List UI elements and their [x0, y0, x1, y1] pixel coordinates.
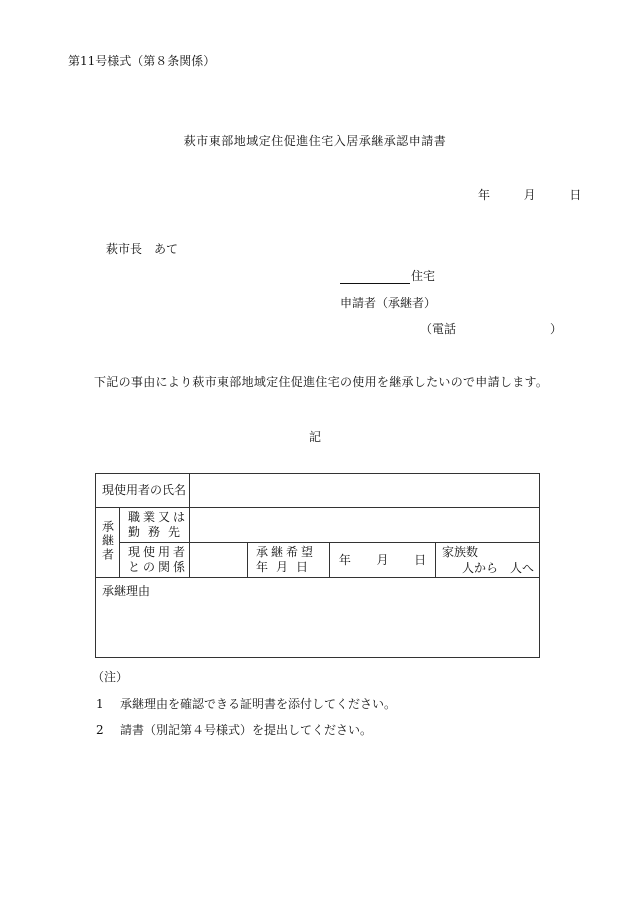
desired-line1: 承継希望 — [256, 545, 317, 559]
occupation-label — [120, 508, 190, 543]
phone-open: （電話 — [420, 322, 457, 336]
desired-line2: 年月日 — [256, 560, 317, 574]
family-count-label: 家族数 — [442, 545, 479, 559]
address-line — [340, 267, 435, 284]
current-user-name-label: 現使用者の氏名 — [96, 474, 190, 508]
family-count-field[interactable] — [436, 543, 540, 578]
addressee: 萩市長 あて — [106, 242, 179, 256]
note-text: 承継理由を確認できる証明書を添付してください。 — [120, 697, 397, 711]
phone-close: ） — [550, 322, 563, 336]
relation-line2: との関係 — [128, 560, 189, 574]
note-item — [96, 721, 372, 738]
desired-year: 年 — [338, 552, 351, 567]
date-day: 日 — [569, 188, 582, 202]
request-body-text: 下記の事由により萩市東部地域定住促進住宅の使用を継承したいので申請します。 — [94, 375, 549, 389]
note-number: 2 — [96, 723, 104, 737]
desired-day: 日 — [414, 552, 427, 567]
application-table — [95, 473, 540, 658]
successor-label — [96, 508, 120, 578]
note-text: 請書（別記第４号様式）を提出してください。 — [120, 723, 373, 737]
succession-reason-label: 承継理由 — [102, 584, 151, 598]
phone-line — [420, 320, 563, 337]
address-blank[interactable] — [340, 271, 410, 284]
date-month: 月 — [523, 188, 536, 202]
notes-label: （注） — [92, 670, 129, 684]
ki-heading: 記 — [308, 430, 321, 444]
occupation-line1: 職業又は — [128, 510, 189, 524]
current-user-name-field[interactable] — [190, 474, 540, 508]
relation-field[interactable] — [190, 543, 248, 578]
document-title: 萩市東部地域定住促進住宅入居承継承認申請書 — [183, 134, 447, 148]
successor-label-text: 承継者 — [100, 519, 115, 562]
succession-reason-field[interactable] — [96, 578, 540, 658]
note-number: 1 — [96, 697, 104, 711]
relation-label — [120, 543, 190, 578]
relation-line1: 現使用者 — [128, 545, 189, 559]
desired-date-field[interactable] — [330, 543, 436, 578]
form-number: 第11号様式（第８条関係） — [68, 54, 216, 68]
applicant-label: 申請者（承継者） — [340, 296, 437, 310]
occupation-line2: 勤務先 — [128, 525, 189, 539]
desired-month: 月 — [376, 552, 389, 567]
address-suffix: 住宅 — [411, 269, 436, 283]
date-line — [478, 186, 581, 203]
desired-date-label — [248, 543, 330, 578]
family-count-value: 人から 人へ — [462, 561, 535, 575]
date-year: 年 — [478, 188, 491, 202]
note-item — [96, 695, 396, 712]
occupation-field[interactable] — [190, 508, 540, 543]
